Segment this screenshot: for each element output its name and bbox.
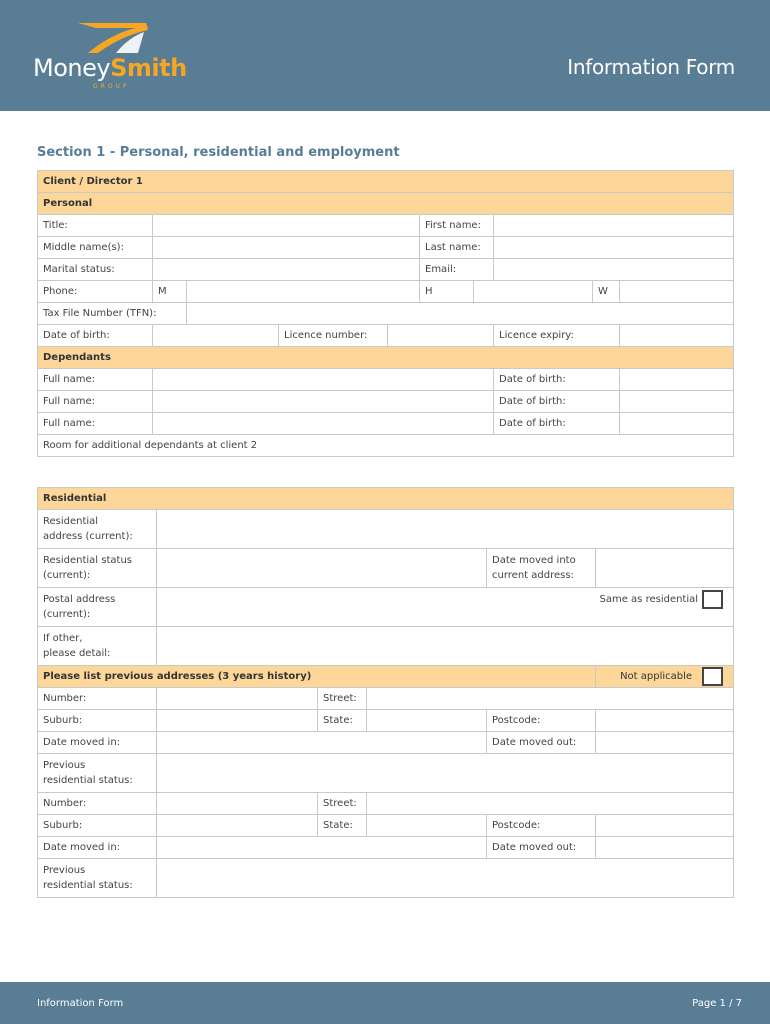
date-moved-into-label: Date moved into current address:: [487, 549, 596, 588]
last-name-field[interactable]: [494, 237, 734, 259]
dependant-dob-label: Date of birth:: [494, 413, 620, 435]
phone-mobile-label: M: [153, 281, 187, 303]
section-title: Section 1 - Personal, residential and employment: [37, 145, 400, 160]
phone-home-field[interactable]: [474, 281, 593, 303]
dependants-header: Dependants: [38, 347, 734, 369]
email-label: Email:: [420, 259, 494, 281]
page-footer: [0, 982, 770, 1024]
middle-names-field[interactable]: [153, 237, 420, 259]
street-label: Street:: [318, 793, 367, 815]
phone-work-label: W: [593, 281, 620, 303]
dependant-dob-field[interactable]: [620, 391, 734, 413]
street-field[interactable]: [367, 793, 734, 815]
title-field[interactable]: [153, 215, 420, 237]
dependant-name-field[interactable]: [153, 391, 494, 413]
logo-swoosh-icon: [76, 20, 151, 54]
first-name-field[interactable]: [494, 215, 734, 237]
phone-home-label: H: [420, 281, 474, 303]
date-moved-out-field[interactable]: [596, 837, 734, 859]
suburb-label: Suburb:: [38, 815, 157, 837]
same-as-residential-checkbox[interactable]: [702, 590, 723, 609]
dependant-dob-label: Date of birth:: [494, 391, 620, 413]
previous-status-field[interactable]: [157, 754, 734, 793]
previous-status-field[interactable]: [157, 859, 734, 898]
personal-header: Personal: [38, 193, 734, 215]
phone-work-field[interactable]: [620, 281, 734, 303]
email-field[interactable]: [494, 259, 734, 281]
number-label: Number:: [38, 688, 157, 710]
residential-address-field[interactable]: [157, 510, 734, 549]
previous-status-label: Previous residential status:: [38, 859, 157, 898]
licence-number-field[interactable]: [388, 325, 494, 347]
residential-status-label: Residential status (current):: [38, 549, 157, 588]
page-number: Page 1 / 7: [692, 998, 742, 1009]
page-title: Information Form: [567, 55, 735, 79]
dependants-note: Room for additional dependants at client 2: [38, 435, 734, 457]
personal-table: [37, 170, 734, 457]
dependant-dob-field[interactable]: [620, 369, 734, 391]
dob-field[interactable]: [153, 325, 279, 347]
not-applicable-checkbox[interactable]: [702, 667, 723, 686]
dob-label: Date of birth:: [38, 325, 153, 347]
number-field[interactable]: [157, 688, 318, 710]
dependant-name-field[interactable]: [153, 369, 494, 391]
state-label: State:: [318, 710, 367, 732]
residential-table: [37, 487, 734, 898]
residential-address-label: Residential address (current):: [38, 510, 157, 549]
logo-group-text: GROUP: [93, 83, 130, 90]
date-moved-out-field[interactable]: [596, 732, 734, 754]
dependant-name-label: Full name:: [38, 391, 153, 413]
number-label: Number:: [38, 793, 157, 815]
dependant-name-label: Full name:: [38, 413, 153, 435]
not-applicable-label: Not applicable: [620, 671, 693, 682]
postcode-label: Postcode:: [487, 815, 596, 837]
date-moved-in-label: Date moved in:: [38, 732, 157, 754]
same-as-residential-label: Same as residential: [599, 594, 699, 605]
middle-names-label: Middle name(s):: [38, 237, 153, 259]
dependant-name-label: Full name:: [38, 369, 153, 391]
postcode-field[interactable]: [596, 815, 734, 837]
postal-address-field[interactable]: [157, 588, 734, 627]
suburb-field[interactable]: [157, 815, 318, 837]
page-header: [0, 0, 770, 111]
dependant-dob-field[interactable]: [620, 413, 734, 435]
postcode-field[interactable]: [596, 710, 734, 732]
postal-address-label: Postal address (current):: [38, 588, 157, 627]
last-name-label: Last name:: [420, 237, 494, 259]
date-moved-in-field[interactable]: [157, 732, 487, 754]
tfn-field[interactable]: [187, 303, 734, 325]
marital-status-label: Marital status:: [38, 259, 153, 281]
footer-form-name: Information Form: [37, 998, 124, 1009]
phone-mobile-field[interactable]: [187, 281, 420, 303]
number-field[interactable]: [157, 793, 318, 815]
first-name-label: First name:: [420, 215, 494, 237]
tfn-label: Tax File Number (TFN):: [38, 303, 187, 325]
licence-expiry-label: Licence expiry:: [494, 325, 620, 347]
dependant-name-field[interactable]: [153, 413, 494, 435]
suburb-label: Suburb:: [38, 710, 157, 732]
date-moved-in-field[interactable]: [157, 837, 487, 859]
title-label: Title:: [38, 215, 153, 237]
client-director-header: Client / Director 1: [38, 171, 734, 193]
previous-status-label: Previous residential status:: [38, 754, 157, 793]
moneysmith-logo: [33, 20, 203, 95]
if-other-label: If other, please detail:: [38, 627, 157, 666]
dependant-dob-label: Date of birth:: [494, 369, 620, 391]
state-field[interactable]: [367, 710, 487, 732]
postcode-label: Postcode:: [487, 710, 596, 732]
street-field[interactable]: [367, 688, 734, 710]
licence-expiry-field[interactable]: [620, 325, 734, 347]
residential-status-field[interactable]: [157, 549, 487, 588]
suburb-field[interactable]: [157, 710, 318, 732]
previous-addresses-header: Please list previous addresses (3 years history): [38, 666, 596, 688]
date-moved-into-field[interactable]: [596, 549, 734, 588]
phone-label: Phone:: [38, 281, 153, 303]
state-label: State:: [318, 815, 367, 837]
street-label: Street:: [318, 688, 367, 710]
residential-header: Residential: [38, 488, 734, 510]
if-other-field[interactable]: [157, 627, 734, 666]
state-field[interactable]: [367, 815, 487, 837]
date-moved-out-label: Date moved out:: [487, 837, 596, 859]
logo-wordmark: MoneySmith: [33, 54, 187, 82]
marital-status-field[interactable]: [153, 259, 420, 281]
date-moved-out-label: Date moved out:: [487, 732, 596, 754]
date-moved-in-label: Date moved in:: [38, 837, 157, 859]
licence-number-label: Licence number:: [279, 325, 388, 347]
not-applicable-cell: [596, 666, 734, 688]
